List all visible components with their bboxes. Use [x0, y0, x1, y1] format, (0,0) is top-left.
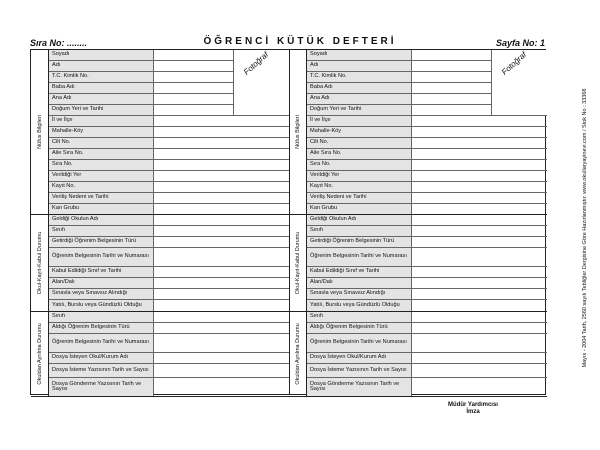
field-label: Sınavla veya Sınavsız Alındığı	[49, 289, 154, 299]
form-row-nufus	[307, 193, 547, 204]
field-label: Geldiği Okulun Adı	[307, 215, 412, 225]
form-row-ayrilma	[49, 334, 289, 353]
field-label: Doğum Yeri ve Tarihi	[307, 105, 412, 115]
field-label: Mahalle-Köy	[49, 127, 154, 137]
field-label: Alan/Dalı	[307, 278, 412, 288]
field-label: Getirdiği Öğrenim Belgesinin Türü	[307, 237, 412, 247]
field-label: Aile Sıra No.	[307, 149, 412, 159]
field-label: Kayıt No.	[49, 182, 154, 192]
photo-box: Fotoğraf	[491, 50, 547, 116]
form-row-kayit	[307, 289, 547, 300]
field-label: Dosya Gönderme Yazısının Tarih ve Sayısı	[49, 378, 154, 396]
form-row-kayit	[49, 278, 289, 289]
field-label: Veriliş Nedeni ve Tarihi	[307, 193, 412, 203]
field-label: Baba Adı	[307, 83, 412, 93]
field-label: Öğrenim Belgesinin Tarihi ve Numarası	[49, 334, 154, 352]
form-row-nufus	[307, 127, 547, 138]
field-label: T.C. Kimlik No.	[49, 72, 154, 82]
form-row-nufus	[307, 138, 547, 149]
field-label: Cilt No.	[307, 138, 412, 148]
form-row-kayit	[49, 215, 289, 226]
sayfa-no: Sayfa No: 1	[496, 38, 546, 48]
field-label: Öğrenim Belgesinin Tarihi ve Numarası	[49, 248, 154, 266]
field-label: Ana Adı	[49, 94, 154, 104]
form-row-nufus	[49, 149, 289, 160]
field-label: Aile Sıra No.	[49, 149, 154, 159]
field-label: Ana Adı	[307, 94, 412, 104]
form-row-nufus	[49, 160, 289, 171]
photo-box: Fotoğraf	[233, 50, 289, 116]
field-label: Dosya İsteyen Okul/Kurum Adı	[49, 353, 154, 363]
form-row-ayrilma	[49, 378, 289, 397]
page-title: ÖĞRENCİ KÜTÜK DEFTERİ	[203, 36, 397, 47]
form-row-kayit	[307, 267, 547, 278]
field-label: Sınıfı	[49, 312, 154, 322]
side-note: Mayıs - 2004 Tarih, 2560 sayılı Tebliğler Dergisine Göre Hazırlanmıştır. www.okullaryayinevi.com / Stok No : 33368	[582, 88, 588, 368]
form-row-nufus	[49, 193, 289, 204]
field-label: Kan Grubu	[307, 204, 412, 214]
section-label-nufus: Nüfus Bilgileri	[31, 50, 49, 215]
field-label: Sınıfı	[307, 312, 412, 322]
field-label: Soyadı	[307, 50, 412, 60]
form-row-nufus	[49, 138, 289, 149]
field-label: İl ve İlçe	[49, 116, 154, 126]
field-label: Geldiği Okulun Adı	[49, 215, 154, 225]
field-label: Dosya İsteme Yazısının Tarih ve Sayısı	[307, 364, 412, 377]
form-row-nufus	[49, 127, 289, 138]
section-divider	[289, 396, 547, 397]
section-label-kayit: Okul-Kayıt-Kabul Durumu	[31, 215, 49, 312]
field-label: Kabul Edildiği Sınıf ve Tarihi	[307, 267, 412, 277]
field-label: Kan Grubu	[49, 204, 154, 214]
field-label: Sınıfı	[307, 226, 412, 236]
form-row-kayit	[49, 237, 289, 248]
form-row-kayit	[307, 226, 547, 237]
form-row-nufus	[307, 171, 547, 182]
field-label: Dosya İsteme Yazısının Tarih ve Sayısı	[49, 364, 154, 377]
field-label: Öğrenim Belgesinin Tarihi ve Numarası	[307, 334, 412, 352]
field-label: Sınavla veya Sınavsız Alındığı	[307, 289, 412, 299]
form-row-ayrilma	[49, 364, 289, 378]
form-row-kayit	[307, 237, 547, 248]
form-row-ayrilma	[307, 312, 547, 323]
left-record	[31, 50, 290, 394]
form-row-ayrilma	[49, 353, 289, 364]
form-row-nufus	[49, 182, 289, 193]
form-row-kayit	[307, 215, 547, 226]
field-label: Sınıfı	[49, 226, 154, 236]
form-row-kayit	[49, 289, 289, 300]
form-row-ayrilma	[49, 312, 289, 323]
field-label: Yatılı, Burslu veya Gündüzlü Olduğu	[307, 300, 412, 311]
field-label: İl ve İlçe	[307, 116, 412, 126]
field-label: Dosya İsteyen Okul/Kurum Adı	[307, 353, 412, 363]
form-row-nufus	[307, 149, 547, 160]
form-row-nufus	[307, 116, 547, 127]
field-label: Aldığı Öğrenim Belgesinin Türü	[307, 323, 412, 333]
field-label: Dosya Gönderme Yazısının Tarih ve Sayısı	[307, 378, 412, 396]
form-row-kayit	[49, 248, 289, 267]
form-row-ayrilma	[307, 378, 547, 397]
field-label: Sıra No.	[49, 160, 154, 170]
field-label: Alan/Dalı	[49, 278, 154, 288]
form-row-kayit	[307, 278, 547, 289]
field-label: Kayıt No.	[307, 182, 412, 192]
section-label-ayrilma: Okuldan Ayrılma Durumu	[31, 312, 49, 397]
sira-no: Sıra No: ........	[30, 38, 88, 48]
form-row-ayrilma	[307, 353, 547, 364]
form-row-kayit	[49, 226, 289, 237]
form-row-ayrilma	[307, 323, 547, 334]
field-label: Baba Adı	[49, 83, 154, 93]
field-label: Mahalle-Köy	[307, 127, 412, 137]
field-label: Adı	[307, 61, 412, 71]
field-label: Sıra No.	[307, 160, 412, 170]
field-label: Öğrenim Belgesinin Tarihi ve Numarası	[307, 248, 412, 266]
form-row-ayrilma	[307, 334, 547, 353]
form-row-nufus	[307, 160, 547, 171]
field-label: Getirdiği Öğrenim Belgesinin Türü	[49, 237, 154, 247]
field-label: Cilt No.	[49, 138, 154, 148]
mudur-yardimcisi-label: Müdür Yardımcısı	[448, 402, 498, 408]
right-record	[289, 50, 547, 394]
section-label-ayrilma: Okuldan Ayrılma Durumu	[289, 312, 307, 397]
field-label: Veriliş Nedeni ve Tarihi	[49, 193, 154, 203]
section-label-kayit: Okul-Kayıt-Kabul Durumu	[289, 215, 307, 312]
field-label: Aldığı Öğrenim Belgesinin Türü	[49, 323, 154, 333]
field-label: Soyadı	[49, 50, 154, 60]
field-label: Yatılı, Burslu veya Gündüzlü Olduğu	[49, 300, 154, 311]
section-label-nufus: Nüfus Bilgileri	[289, 50, 307, 215]
form-row-kayit	[307, 248, 547, 267]
imza-label: İmza	[466, 409, 480, 415]
form-row-ayrilma	[307, 364, 547, 378]
form-row-nufus	[307, 182, 547, 193]
form-row-nufus	[49, 116, 289, 127]
field-label: Kabul Edildiği Sınıf ve Tarihi	[49, 267, 154, 277]
form-frame	[30, 49, 546, 395]
section-divider	[31, 396, 289, 397]
field-label: Doğum Yeri ve Tarihi	[49, 105, 154, 115]
field-label: Verildiği Yer	[49, 171, 154, 181]
form-row-ayrilma	[49, 323, 289, 334]
form-row-nufus	[49, 171, 289, 182]
field-label: Verildiği Yer	[307, 171, 412, 181]
form-row-kayit	[49, 267, 289, 278]
field-label: T.C. Kimlik No.	[307, 72, 412, 82]
field-label: Adı	[49, 61, 154, 71]
